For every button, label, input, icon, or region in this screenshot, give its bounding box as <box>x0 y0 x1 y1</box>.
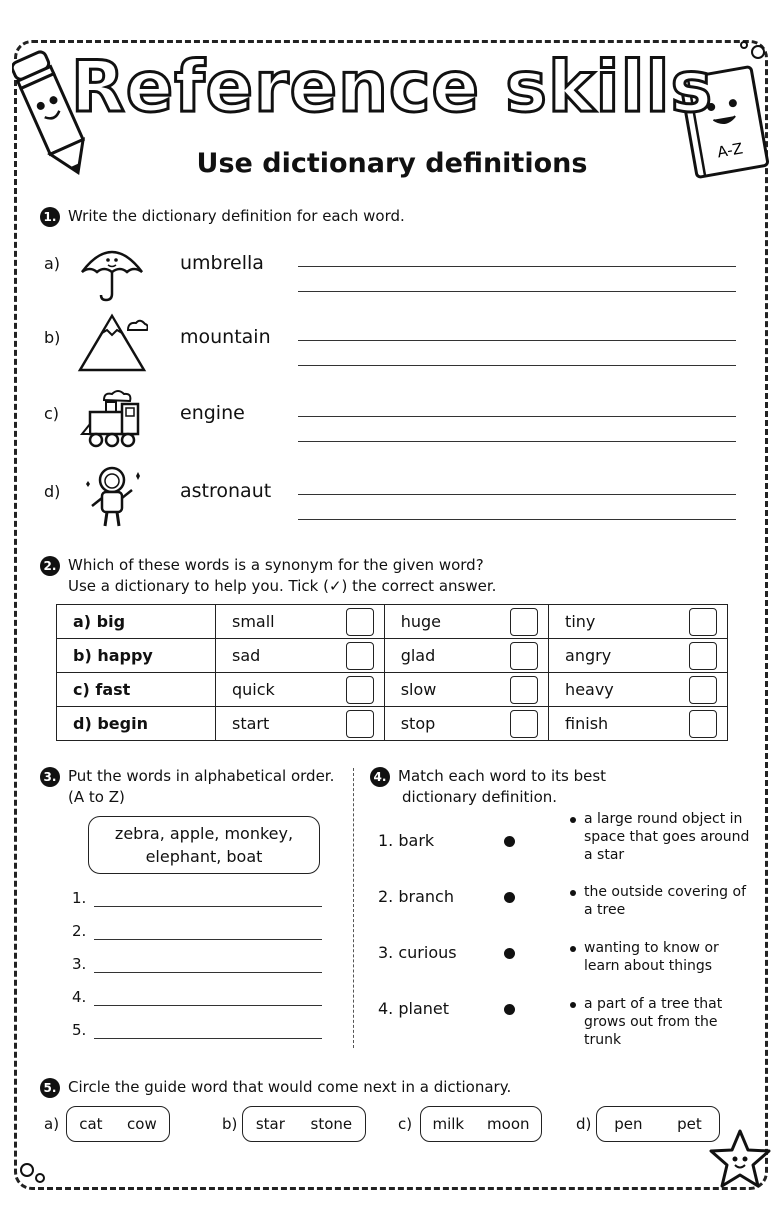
circle-doodle-icon <box>18 1158 58 1188</box>
q3-instruction-line1: Put the words in alphabetical order. <box>68 767 335 785</box>
definition-item[interactable] <box>570 883 750 919</box>
order-slot-number: 3. <box>72 955 87 973</box>
table-row <box>57 673 728 707</box>
item-letter: a) <box>44 254 61 273</box>
guide-word[interactable]: moon <box>487 1115 530 1133</box>
guide-word[interactable]: cow <box>127 1115 157 1133</box>
q1-word: umbrella <box>180 252 264 274</box>
page-subtitle: Use dictionary definitions <box>196 148 588 179</box>
q4-instruction-line2: dictionary definition. <box>402 788 558 806</box>
tick-box[interactable] <box>689 642 717 670</box>
match-word: 4. planet <box>378 999 450 1018</box>
answer-line[interactable] <box>298 365 736 366</box>
tick-box[interactable] <box>346 608 374 636</box>
q4-instruction-line1: Match each word to its best <box>398 767 607 785</box>
guide-word[interactable]: stone <box>310 1115 353 1133</box>
order-slot-number: 4. <box>72 988 87 1006</box>
guide-word-box[interactable] <box>242 1106 366 1142</box>
q1-item-a <box>0 238 784 298</box>
option-word: small <box>232 612 275 631</box>
pair-letter: d) <box>576 1115 592 1133</box>
definition-line: wanting to know or <box>584 940 719 956</box>
circle-doodle-icon <box>730 40 770 70</box>
train-engine-icon <box>76 388 148 452</box>
answer-line[interactable] <box>298 291 736 292</box>
option-word: heavy <box>565 680 614 699</box>
q1-item-d <box>0 466 784 526</box>
match-word: 2. branch <box>378 887 454 906</box>
guide-word[interactable]: star <box>255 1115 285 1133</box>
q3-instruction-line2: (A to Z) <box>68 788 125 806</box>
definition-line: a large round object in <box>584 811 743 827</box>
item-letter: d) <box>44 482 61 501</box>
word-bank <box>88 816 320 874</box>
q1-word: engine <box>180 402 245 424</box>
option-word: start <box>232 714 270 733</box>
option-word: angry <box>565 646 612 665</box>
order-answer-line[interactable] <box>94 1005 322 1006</box>
tick-box[interactable] <box>510 710 538 738</box>
definition-item[interactable] <box>570 810 750 864</box>
q1-instruction: Write the dictionary definition for each word. <box>68 207 405 225</box>
book-label: A-Z <box>715 139 745 162</box>
guide-word-box[interactable] <box>66 1106 170 1142</box>
definition-item[interactable] <box>570 939 750 975</box>
order-slot-number: 2. <box>72 922 87 940</box>
tick-box[interactable] <box>510 642 538 670</box>
answer-line[interactable] <box>298 266 736 267</box>
order-answer-line[interactable] <box>94 939 322 940</box>
q1-heading <box>40 206 405 227</box>
table-row <box>57 639 728 673</box>
q5-heading <box>40 1077 511 1098</box>
q2-heading <box>40 555 496 597</box>
target-word: a) big <box>57 605 216 639</box>
tick-box[interactable] <box>689 608 717 636</box>
q5-number-badge: 5. <box>40 1078 60 1098</box>
option-word: stop <box>400 714 436 733</box>
pair-letter: c) <box>398 1115 413 1133</box>
definition-line: a part of a tree that <box>584 996 723 1012</box>
synonym-table <box>56 604 728 741</box>
option-word: tiny <box>565 612 596 631</box>
match-dot[interactable] <box>504 948 515 959</box>
q1-item-c <box>0 388 784 448</box>
mountain-icon <box>76 312 148 376</box>
order-slot-number: 5. <box>72 1021 87 1039</box>
astronaut-icon <box>76 466 148 530</box>
section-divider <box>353 768 354 1048</box>
answer-line[interactable] <box>298 340 736 341</box>
tick-box[interactable] <box>689 710 717 738</box>
match-dot[interactable] <box>504 1004 515 1015</box>
q2-number-badge: 2. <box>40 556 60 576</box>
guide-word[interactable]: milk <box>432 1115 465 1133</box>
target-word: c) fast <box>57 673 216 707</box>
q5-instruction: Circle the guide word that would come next in a dictionary. <box>68 1078 512 1096</box>
target-word: b) happy <box>57 639 216 673</box>
table-row <box>57 707 728 741</box>
definition-line: space that goes around <box>584 829 750 845</box>
answer-line[interactable] <box>298 494 736 495</box>
tick-box[interactable] <box>689 676 717 704</box>
umbrella-icon <box>76 238 148 302</box>
q3-number-badge: 3. <box>40 767 60 787</box>
guide-word-box[interactable] <box>596 1106 720 1142</box>
tick-box[interactable] <box>346 710 374 738</box>
pair-letter: b) <box>222 1115 238 1133</box>
match-word: 3. curious <box>378 943 457 962</box>
q2-instruction-line1: Which of these words is a synonym for the given word? <box>68 556 484 574</box>
q4-heading <box>370 766 606 808</box>
definition-item[interactable] <box>570 995 750 1049</box>
q3-heading <box>40 766 334 808</box>
order-slot-number: 1. <box>72 889 87 907</box>
definition-line: grows out from the trunk <box>584 1014 718 1048</box>
q1-number-badge: 1. <box>40 207 60 227</box>
tick-box[interactable] <box>346 642 374 670</box>
tick-box[interactable] <box>510 676 538 704</box>
option-word: slow <box>400 680 437 699</box>
tick-box[interactable] <box>510 608 538 636</box>
order-answer-line[interactable] <box>94 972 322 973</box>
order-answer-line[interactable] <box>94 906 322 907</box>
match-dot[interactable] <box>504 892 515 903</box>
guide-word[interactable]: pet <box>677 1115 702 1133</box>
q4-number-badge: 4. <box>370 767 390 787</box>
item-letter: c) <box>44 404 60 423</box>
answer-line[interactable] <box>298 441 736 442</box>
word-bank-line1: zebra, apple, monkey, <box>114 824 294 843</box>
q1-word: mountain <box>180 326 271 348</box>
target-word: d) begin <box>57 707 216 741</box>
definition-line: a tree <box>584 902 626 918</box>
guide-word[interactable]: cat <box>79 1115 103 1133</box>
table-row <box>57 605 728 639</box>
option-word: finish <box>565 714 609 733</box>
q1-item-b <box>0 312 784 372</box>
guide-word-box[interactable] <box>420 1106 542 1142</box>
match-word: 1. bark <box>378 831 435 850</box>
option-word: quick <box>232 680 275 699</box>
match-dot[interactable] <box>504 836 515 847</box>
pair-letter: a) <box>44 1115 60 1133</box>
definition-line: the outside covering of <box>584 884 746 900</box>
answer-line[interactable] <box>298 519 736 520</box>
word-bank-line2: elephant, boat <box>145 847 263 866</box>
definition-bullet <box>570 1002 576 1008</box>
q2-instruction-line2: Use a dictionary to help you. Tick (✓) the correct answer. <box>68 577 497 595</box>
option-word: sad <box>232 646 261 665</box>
order-answer-line[interactable] <box>94 1038 322 1039</box>
definition-line: a star <box>584 847 625 863</box>
guide-word[interactable]: pen <box>614 1115 643 1133</box>
definition-line: learn about things <box>584 958 713 974</box>
answer-line[interactable] <box>298 416 736 417</box>
definition-bullet <box>570 890 576 896</box>
item-letter: b) <box>44 328 61 347</box>
option-word: glad <box>400 646 436 665</box>
definition-bullet <box>570 946 576 952</box>
option-word: huge <box>400 612 441 631</box>
tick-box[interactable] <box>346 676 374 704</box>
q1-word: astronaut <box>180 480 272 502</box>
page-title: Reference skills <box>70 46 714 128</box>
definition-bullet <box>570 817 576 823</box>
star-mascot-icon <box>708 1128 772 1190</box>
